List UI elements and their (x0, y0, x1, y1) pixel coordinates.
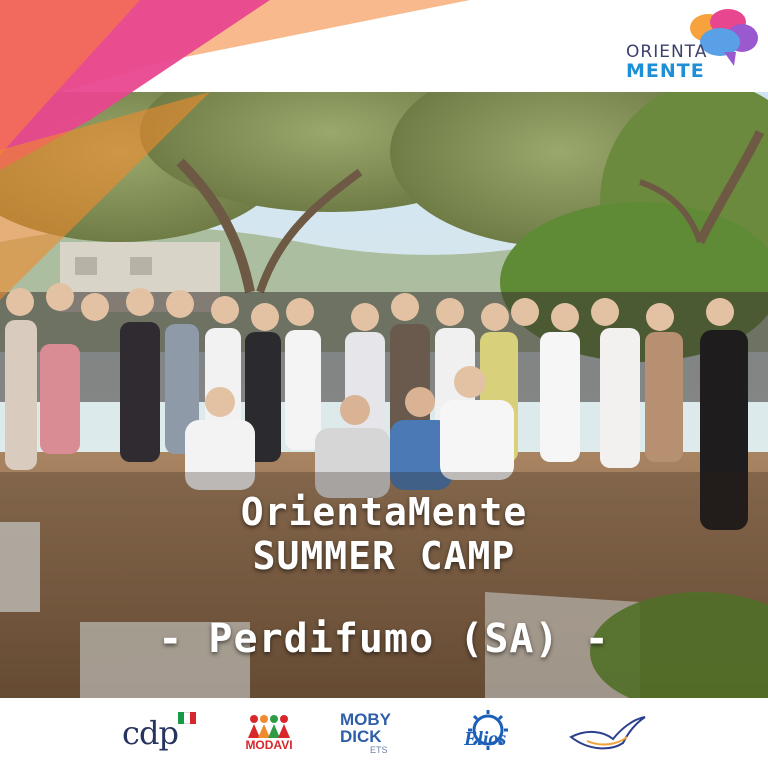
headline-subtitle: SUMMER CAMP (252, 534, 516, 578)
partner-footer (0, 698, 768, 768)
partner-cdp-logo (100, 698, 200, 768)
group-photo-illustration (0, 92, 768, 698)
italian-flag-icon (178, 712, 196, 724)
dove-icon (567, 711, 647, 755)
partner-modavi-logo (238, 698, 300, 768)
partner-mobydick-logo (340, 698, 410, 768)
logo-text-orienta: ORIENTA (626, 42, 708, 62)
headline-block (0, 490, 768, 578)
orientamente-logo (612, 8, 762, 84)
modavi-text: MODAVI (245, 738, 293, 752)
mobydick-text-line3: ETS (370, 745, 388, 755)
mobydick-text-line2: DICK (340, 727, 382, 746)
mobydick-text-line1: MOBY (340, 710, 391, 729)
elios-text: Elios (464, 728, 507, 750)
headline-title: OrientaMente (240, 490, 528, 534)
partner-dove-logo (565, 698, 649, 768)
partner-elios-logo (450, 698, 526, 768)
cdp-text: cdp (122, 714, 178, 752)
group-photo (0, 92, 768, 698)
headline-location: - Perdifumo (SA) - (158, 616, 610, 662)
modavi-figures-icon (247, 714, 291, 740)
logo-text-mente: MENTE (626, 60, 705, 82)
